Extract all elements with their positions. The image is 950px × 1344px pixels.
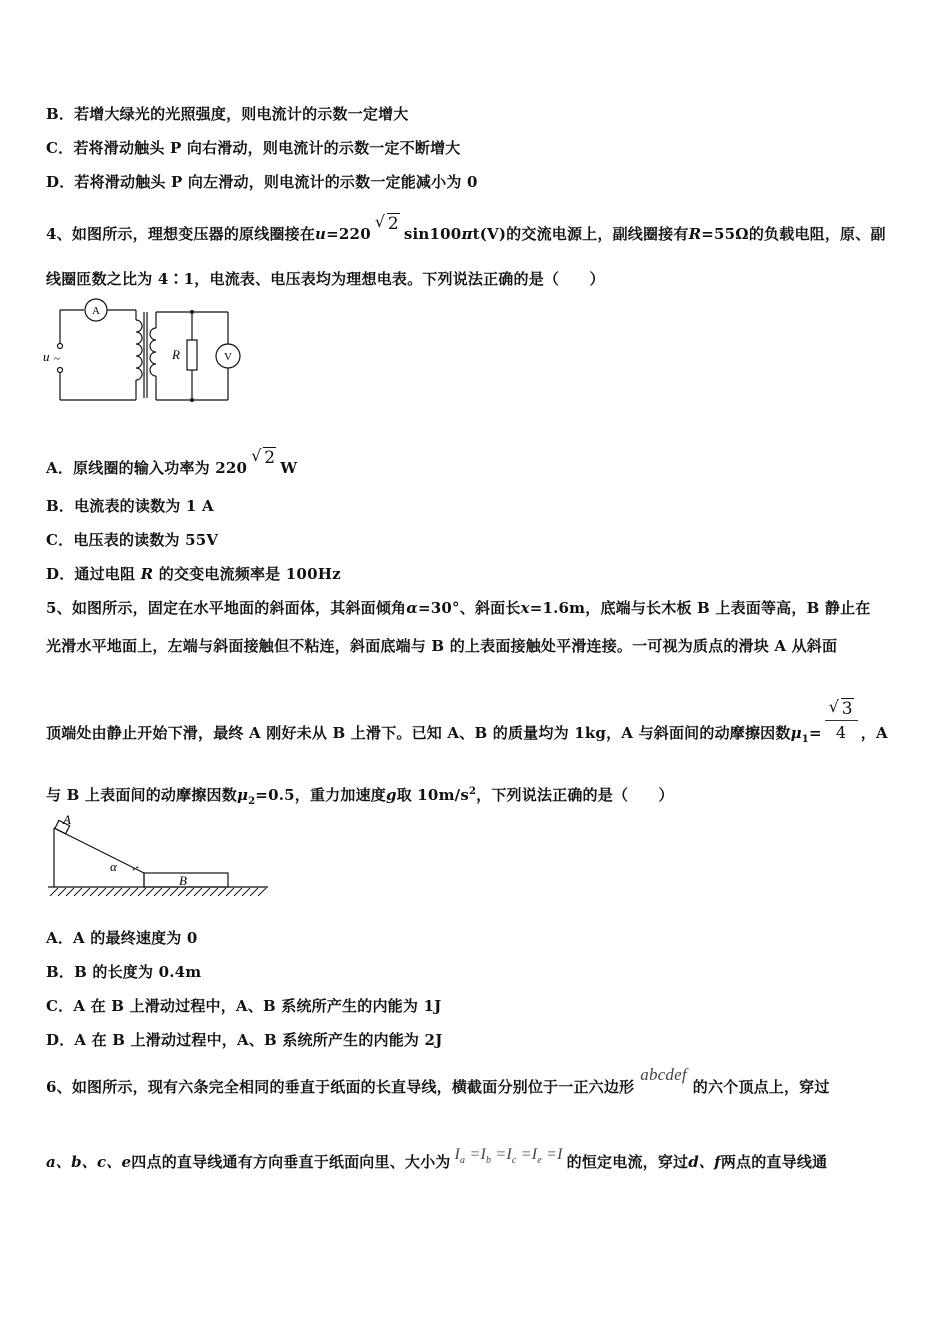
source-label: u — [43, 349, 50, 364]
fraction: √ 3 4 — [825, 699, 858, 742]
q3-option-c: C．若将滑动触头 P 向右滑动，则电流计的示数一定不断增大 — [46, 139, 461, 157]
ac-tilde-label: ~ — [54, 353, 60, 365]
q4-option-d: D．通过电阻 R 的交变电流频率是 100Hz — [46, 565, 341, 583]
current-equation: $I_a =I_b =I_c =I_e =I$ — [454, 1146, 563, 1167]
sqrt-symbol: √ 2 — [374, 212, 399, 234]
q4-stem-line1: 4、如图所示，理想变压器的原线圈接在u=220 √ 2 sin100πt(V)的交流电源上，副线圈接有R=55Ω的负载电阻，原、副 — [46, 212, 886, 243]
q6-stem-line2: a、b、c、e四点的直导线通有方向垂直于纸面向里、大小为 $I_a =I_b =I_c =I_e =I$ 的恒定电流，穿过d、f两点的直导线通 — [46, 1146, 828, 1171]
q3-option-d: D．若将滑动触头 P 向左滑动，则电流计的示数一定能减小为 0 — [46, 173, 478, 191]
q5-stem-line2: 光滑水平地面上，左端与斜面接触但不粘连，斜面底端与 B 的上表面接触处平滑连接。一可视为质点的滑块 A 从斜面 — [46, 637, 838, 655]
q5-stem-line1: 5、如图所示，固定在水平地面的斜面体，其斜面倾角α=30°、斜面长x=1.6m，底端与长木板 B 上表面等高，B 静止在 — [46, 599, 871, 617]
q5-stem-line3: 顶端处由静止开始下滑，最终 A 刚好未从 B 上滑下。已知 A、B 的质量均为 1kg，A 与斜面间的动摩擦因数$\mu_1=$ √ 3 4 ，A — [46, 696, 888, 745]
q5-stem-line4: 与 B 上表面间的动摩擦因数$\mu_2=0.5$，重力加速度g取 $10m/s^2$，下列说法正确的是（ ） — [46, 786, 674, 807]
resistor-label: R — [172, 347, 180, 362]
q4-option-a: A．原线圈的输入功率为 220 √ 2 W — [46, 446, 298, 477]
incline-board-figure — [40, 812, 272, 896]
board-b-label: B — [179, 873, 187, 888]
q4-option-c: C．电压表的读数为 55V — [46, 531, 219, 549]
q5-option-a: A．A 的最终速度为 0 — [46, 929, 198, 947]
transformer-circuit-figure — [40, 298, 250, 408]
voltmeter-label: V — [224, 351, 232, 363]
q6-stem-line1: 6、如图所示，现有六条完全相同的垂直于纸面的长直导线，横截面分别位于一正六边形abcdef的六个顶点上，穿过 — [46, 1065, 830, 1096]
ammeter-label: A — [92, 305, 100, 317]
hexagon-label: abcdef — [640, 1065, 687, 1084]
q5-option-c: C．A 在 B 上滑动过程中，A、B 系统所产生的内能为 1J — [46, 997, 442, 1015]
angle-label: α — [110, 859, 117, 874]
block-a-label: A — [63, 812, 71, 827]
q5-option-d: D．A 在 B 上滑动过程中，A、B 系统所产生的内能为 2J — [46, 1031, 443, 1049]
sqrt-symbol: √ 2 — [251, 446, 276, 468]
q5-option-b: B．B 的长度为 0.4m — [46, 963, 202, 981]
resistor-icon — [187, 340, 197, 370]
q4-option-b: B．电流表的读数为 1 A — [46, 497, 214, 515]
q4-stem-line2: 线圈匝数之比为 4∶1，电流表、电压表均为理想电表。下列说法正确的是（ ） — [46, 270, 605, 288]
q3-option-b: B．若增大绿光的光照强度，则电流计的示数一定增大 — [46, 105, 409, 123]
